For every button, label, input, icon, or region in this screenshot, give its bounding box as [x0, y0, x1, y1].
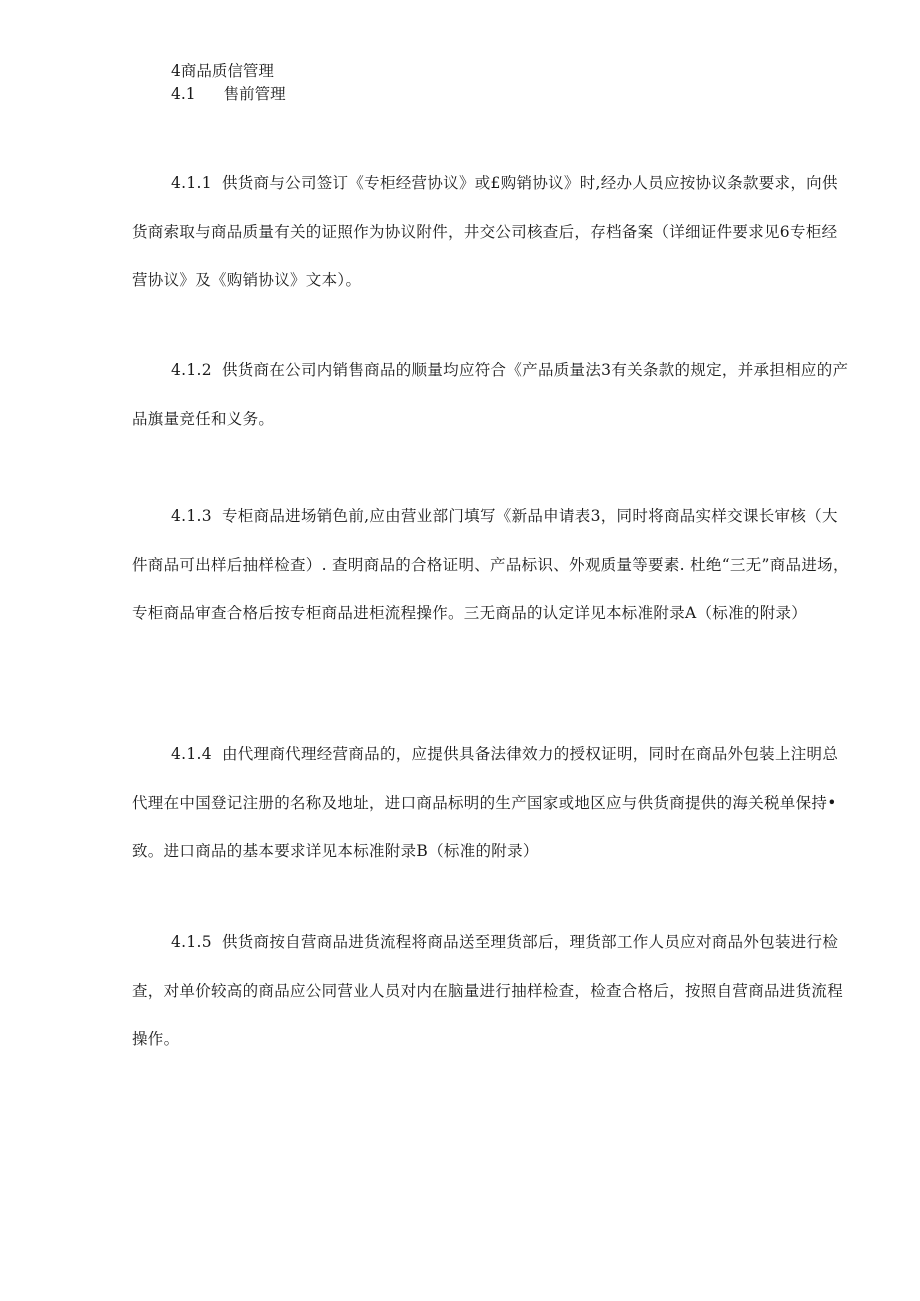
- clause-4-1-5: [132, 918, 852, 1064]
- subsection-heading: [171, 84, 286, 104]
- clause-number: 4.1.2: [171, 361, 212, 379]
- clause-text: 供货商在公司内销售商品的顺量均应符合《产品质量法3有关条款的规定，并承担相应的产品旗量竞任和义务。: [132, 361, 849, 428]
- section-title: 4商品质信管理: [171, 62, 274, 80]
- clause-4-1-3: [132, 492, 852, 638]
- clause-4-1-1: [132, 159, 852, 305]
- clause-text: 供货商按自营商品进货流程将商品送至理货部后，理货部工作人员应对商品外包装进行检查，对单价较高的商品应公同营业人员对内在脑量进行抽样检查，检查合格后，按照自营商品进货流程操作。: [132, 933, 844, 1048]
- clause-number: 4.1.4: [171, 745, 212, 763]
- clause-number: 4.1.3: [171, 507, 212, 525]
- clause-text: 专柜商品进场销色前,应由营业部门填写《新品申请表3，同时将商品实样交课长审核（大件商品可出样后抽样检查）. 查明商品的合格证明、产品标识、外观质量等要素. 杜绝“三无”商品进场，专柜商品审查合格后按专柜商品进柜流程操作。三无商品的认定详见本标准附录A（标准的附录）: [132, 507, 849, 622]
- clause-4-1-2: [132, 346, 852, 443]
- clause-text: 供货商与公司签订《专柜经营协议》或£购销协议》时,经办人员应按协议条款要求，向供货商索取与商品质量有关的证照作为协议附件，井交公司核查后，存档备案（详细证件要求见6专柜经营协议》及《购销协议》文本）。: [132, 174, 838, 289]
- clause-number: 4.1.1: [171, 174, 212, 192]
- subsection-number: 4.1: [171, 85, 196, 103]
- clause-4-1-4: [132, 730, 852, 876]
- clause-number: 4.1.5: [171, 933, 212, 951]
- clause-text: 由代理商代理经营商品的，应提供具备法律效力的授权证明，同时在商品外包装上注明总代理在中国登记注册的名称及地址，进口商品标明的生产国家或地区应与供货商提供的海关税单保持•致。进口商品的基本要求详见本标准附录B（标准的附录）: [132, 745, 839, 860]
- subsection-title: 售前管理: [223, 85, 286, 103]
